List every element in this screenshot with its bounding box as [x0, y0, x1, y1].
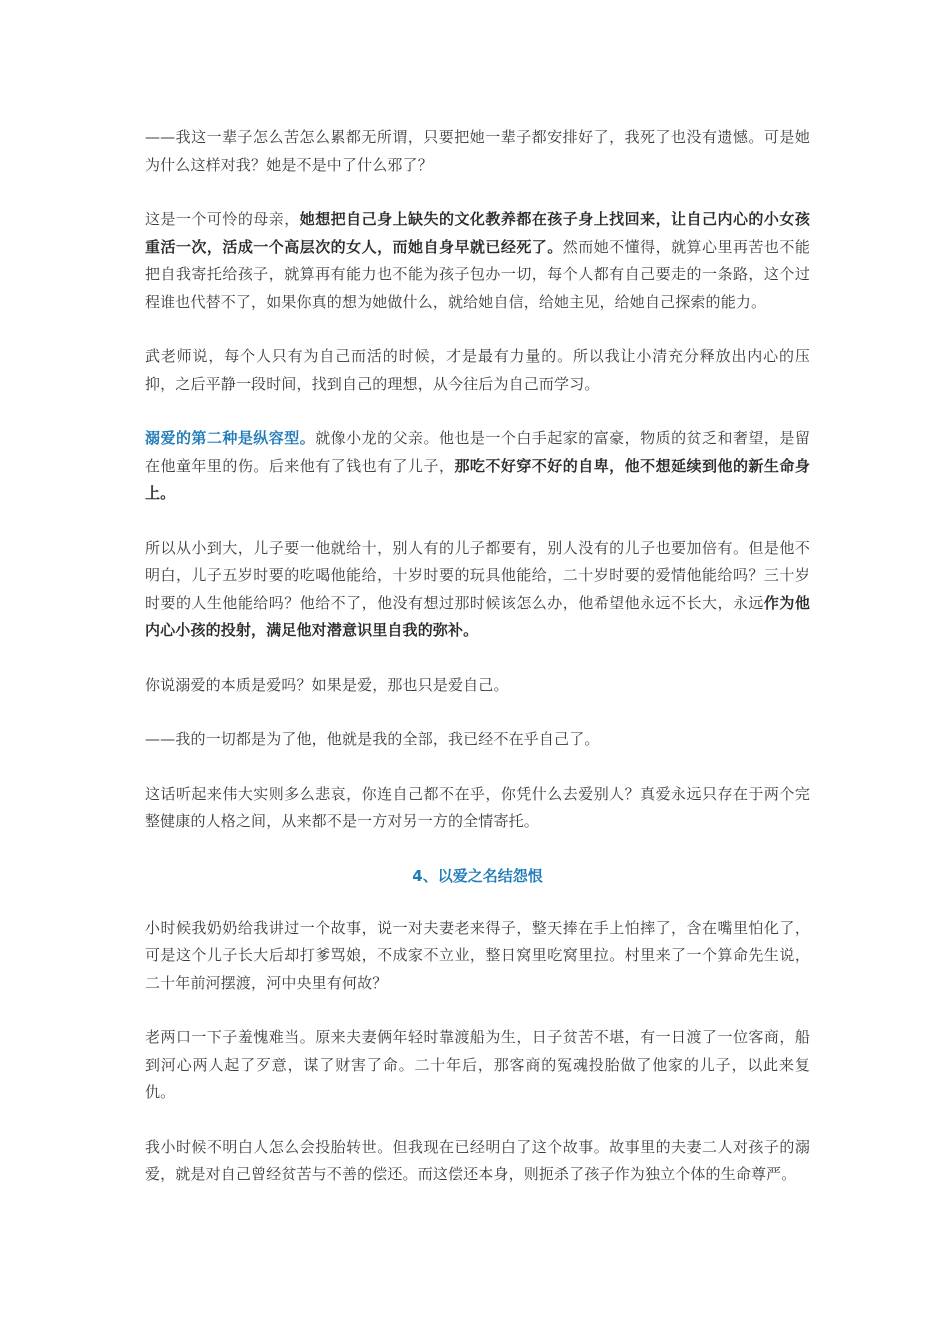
paragraph-text: 武老师说，每个人只有为自己而活的时候，才是最有力量的。所以我让小清充分释放出内心的压抑，之后平静一段时间，找到自己的理想，从今往后为自己而学习。 — [145, 347, 810, 393]
paragraph-text: 这话听起来伟大实则多么悲哀，你连自己都不在乎，你凭什么去爱别人？真爱永远只存在于两个完整健康的人格之间，从来都不是一方对另一方的全情寄托。 — [145, 784, 810, 830]
paragraph-text: 就像小龙的父亲。他也是一个白手起家的富豪，物质的贫乏和奢望，是留在他童年里的伤。后来他有了钱也有了儿子， — [145, 429, 810, 475]
paragraph-text: 老两口一下子羞愧难当。原来夫妻俩年轻时靠渡船为生，日子贫苦不堪，有一日渡了一位客商，船到河心两人起了歹意，谋了财害了命。二十年后，那客商的冤魂投胎做了他家的儿子，以此来复仇。 — [145, 1028, 810, 1101]
paragraph-text: 所以从小到大，儿子要一他就给十，别人有的儿子都要有，别人没有的儿子也要加倍有。但是他不明白，儿子五岁时要的吃喝他能给，十岁时要的玩具他能给，二十岁时要的爱情他能给吗？三十岁时要的人生他能给吗？他给不了，他没有想过那时候该怎么办，他希望他永远不长大，永远 — [145, 538, 810, 612]
article-body — [145, 124, 810, 1216]
accent-emphasis: 溺爱的第二种是纵容型。 — [145, 429, 316, 447]
paragraph-reincarnation — [145, 1134, 810, 1189]
paragraph-text: 小时候我奶奶给我讲过一个故事，说一对夫妻老来得子，整天捧在手上怕摔了，含在嘴里怕化了，可是这个儿子长大后却打爹骂娘，不成家不立业，整日窝里吃窝里拉。村里来了一个算命先生说，二十年前河摆渡，河中央里有何故？ — [145, 918, 810, 992]
paragraph-text: 这是一个可怜的母亲， — [145, 210, 300, 228]
section-heading: 4、以爱之名结怨恨 — [412, 866, 543, 885]
bold-emphasis: 她想把自己身上缺失的文化教养都在孩子身上找回来，让自己内心的小女孩重活一次，活成一个高层次的女人，而她自身早就已经死了。 — [145, 210, 810, 256]
paragraph-quote-mother — [145, 124, 810, 179]
paragraph-indulgence-type — [145, 425, 810, 508]
paragraph-quote-everything — [145, 726, 810, 754]
bold-emphasis: 作为他内心小孩的投射，满足他对潜意识里自我的弥补。 — [145, 593, 810, 639]
paragraph-old-couple — [145, 1024, 810, 1107]
paragraph-text: 你说溺爱的本质是爱吗？如果是爱，那也只是爱自己。 — [145, 675, 509, 694]
paragraph-text: ——我这一辈子怎么苦怎么累都无所谓，只要把她一辈子都安排好了，我死了也没有遗憾。可是她为什么这样对我？她是不是中了什么邪了？ — [145, 128, 810, 174]
paragraph-teacher-wu — [145, 343, 810, 398]
bold-emphasis: 那吃不好穿不好的自卑，他不想延续到他的新生命身上。 — [145, 456, 810, 502]
paragraph-growing-up — [145, 535, 810, 645]
paragraph-grandma-story — [145, 915, 810, 998]
paragraph-text: ——我的一切都是为了他，他就是我的全部，我已经不在乎自己了。 — [145, 730, 600, 748]
paragraph-text: 然而她不懂得，就算心里再苦也不能把自我寄托给孩子，就算再有能力也不能为孩子包办一切，每个人都有自己要走的一条路，这个过程谁也代替不了，如果你真的想为她做什么，就给她自信，给她主见，给她自己探索的能力。 — [145, 237, 811, 311]
paragraph-true-love — [145, 781, 810, 836]
paragraph-text: 我小时候不明白人怎么会投胎转世。但我现在已经明白了这个故事。故事里的夫妻二人对孩子的溺爱，就是对自己曾经贫苦与不善的偿还。而这偿还本身，则扼杀了孩子作为独立个体的生命尊严。 — [145, 1137, 810, 1183]
paragraph-pitiful-mother — [145, 206, 810, 316]
paragraph-nature-of-love — [145, 672, 810, 700]
